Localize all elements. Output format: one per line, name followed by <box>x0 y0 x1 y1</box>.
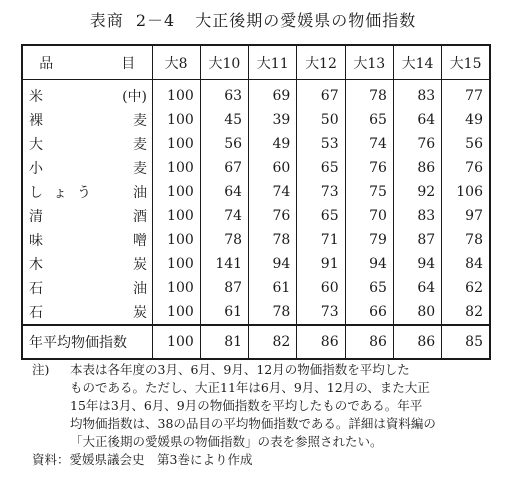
item-name-cell <box>22 156 152 180</box>
index-value-cell: 73 <box>297 180 345 204</box>
index-value-cell: 100 <box>152 300 200 325</box>
title-text: 大正後期の愛媛県の物価指数 <box>195 11 417 30</box>
index-value-cell: 56 <box>442 132 490 156</box>
item-name-part: 味 <box>29 233 43 249</box>
item-name-cell <box>22 252 152 276</box>
index-value-cell: 69 <box>249 80 297 109</box>
index-value-cell: 76 <box>442 156 490 180</box>
index-value-cell: 60 <box>297 276 345 300</box>
index-value-cell: 100 <box>152 156 200 180</box>
title-label: 表商 <box>89 11 124 30</box>
item-name-cell <box>22 180 152 204</box>
index-value-cell: 106 <box>442 180 490 204</box>
index-value-cell: 67 <box>297 80 345 109</box>
year-header: 大10 <box>200 45 248 80</box>
index-value-cell: 75 <box>345 180 393 204</box>
index-value-cell: 87 <box>200 276 248 300</box>
index-value-cell: 45 <box>200 108 248 132</box>
index-value-cell: 76 <box>393 132 441 156</box>
source-line: 資料：愛媛県議会史 第3巻により作成 <box>32 452 253 467</box>
year-header: 大14 <box>393 45 441 80</box>
item-header-char: 目 <box>121 55 136 72</box>
item-name-part: 炭 <box>133 257 147 273</box>
note-line: 均物価指数は、38の品目の平均物価指数である。詳細は資料編の <box>70 416 436 431</box>
index-value-cell: 86 <box>393 156 441 180</box>
index-value-cell: 74 <box>200 204 248 228</box>
table-row <box>22 108 490 132</box>
item-name-part: しょう <box>29 185 101 201</box>
note-line: 15年は3月、6月、9月の物価指数を平均したものである。年平 <box>70 398 423 413</box>
index-value-cell: 39 <box>249 108 297 132</box>
index-value-cell: 67 <box>200 156 248 180</box>
index-value-cell: 92 <box>393 180 441 204</box>
item-name-cell <box>22 300 152 325</box>
index-value-cell: 78 <box>249 228 297 252</box>
index-value-cell: 78 <box>442 228 490 252</box>
index-value-cell: 77 <box>442 80 490 109</box>
item-name-part: 噌 <box>133 233 147 249</box>
item-name-part: 米 <box>29 89 43 105</box>
item-name-part: 麦 <box>133 113 147 129</box>
index-value-cell: 53 <box>297 132 345 156</box>
index-value-cell: 76 <box>345 156 393 180</box>
table-row <box>22 300 490 325</box>
year-header: 大8 <box>152 45 200 80</box>
index-value-cell: 74 <box>345 132 393 156</box>
table-row <box>22 204 490 228</box>
index-value-cell: 64 <box>200 180 248 204</box>
note-block <box>32 361 492 451</box>
index-value-cell: 63 <box>200 80 248 109</box>
index-value-cell: 97 <box>442 204 490 228</box>
index-value-cell: 49 <box>249 132 297 156</box>
item-name-cell <box>22 204 152 228</box>
index-value-cell: 60 <box>249 156 297 180</box>
index-value-cell: 78 <box>345 80 393 109</box>
price-index-table <box>21 44 491 360</box>
index-value-cell: 94 <box>249 252 297 276</box>
index-value-cell: 82 <box>442 300 490 325</box>
index-value-cell: 78 <box>249 300 297 325</box>
item-name-part: 小 <box>29 161 43 177</box>
item-header-char: 品 <box>39 55 54 72</box>
item-name-part: 木 <box>29 257 43 273</box>
index-value-cell: 50 <box>297 108 345 132</box>
note-line: ものである。ただし、大正11年は6月、9月、12月の、また大正 <box>70 380 430 395</box>
index-value-cell: 100 <box>152 132 200 156</box>
index-value-cell: 80 <box>393 300 441 325</box>
index-value-cell: 65 <box>297 156 345 180</box>
index-value-cell: 84 <box>442 252 490 276</box>
index-value-cell: 49 <box>442 108 490 132</box>
index-value-cell: 100 <box>152 252 200 276</box>
title-number: 2－4 <box>135 11 176 30</box>
item-name-part: 清 <box>29 209 43 225</box>
item-name-part: (中) <box>122 89 147 105</box>
index-value-cell: 74 <box>249 180 297 204</box>
index-value-cell: 78 <box>200 228 248 252</box>
year-header: 大15 <box>442 45 490 80</box>
item-name-part: 石 <box>29 281 43 297</box>
index-value-cell: 65 <box>345 276 393 300</box>
average-value: 86 <box>393 325 441 359</box>
average-value: 81 <box>200 325 248 359</box>
average-label: 年平均物価指数 <box>22 325 152 359</box>
item-name-cell <box>22 80 152 109</box>
index-value-cell: 100 <box>152 180 200 204</box>
index-value-cell: 83 <box>393 80 441 109</box>
table-title <box>0 8 506 31</box>
item-name-part: 油 <box>133 281 147 297</box>
note-mark: 注) <box>32 362 50 377</box>
note-line: 「大正後期の愛媛県の物価指数」の表を参照されたい。 <box>70 434 383 449</box>
average-value: 85 <box>442 325 490 359</box>
index-value-cell: 100 <box>152 276 200 300</box>
item-name-part: 麦 <box>133 161 147 177</box>
index-value-cell: 62 <box>442 276 490 300</box>
index-value-cell: 61 <box>249 276 297 300</box>
average-value: 86 <box>297 325 345 359</box>
item-name-cell <box>22 108 152 132</box>
item-column-header <box>22 45 152 80</box>
index-value-cell: 66 <box>345 300 393 325</box>
average-value: 86 <box>345 325 393 359</box>
index-value-cell: 94 <box>393 252 441 276</box>
index-value-cell: 94 <box>345 252 393 276</box>
year-header: 大13 <box>345 45 393 80</box>
index-value-cell: 91 <box>297 252 345 276</box>
item-name-cell <box>22 276 152 300</box>
item-name-part: 大 <box>29 137 43 153</box>
note-text <box>70 361 492 451</box>
index-value-cell: 100 <box>152 108 200 132</box>
table-row <box>22 156 490 180</box>
index-value-cell: 76 <box>249 204 297 228</box>
item-name-part: 麦 <box>133 137 147 153</box>
item-name-cell <box>22 132 152 156</box>
table-row <box>22 252 490 276</box>
index-value-cell: 64 <box>393 276 441 300</box>
index-value-cell: 64 <box>393 108 441 132</box>
item-name-cell <box>22 228 152 252</box>
year-header: 大11 <box>249 45 297 80</box>
index-value-cell: 100 <box>152 228 200 252</box>
year-header: 大12 <box>297 45 345 80</box>
table-row <box>22 276 490 300</box>
table-row <box>22 132 490 156</box>
header-row <box>22 45 490 80</box>
table-row <box>22 228 490 252</box>
average-value: 100 <box>152 325 200 359</box>
notes <box>32 361 492 469</box>
table-row <box>22 180 490 204</box>
index-value-cell: 141 <box>200 252 248 276</box>
index-value-cell: 73 <box>297 300 345 325</box>
index-value-cell: 65 <box>297 204 345 228</box>
index-value-cell: 61 <box>200 300 248 325</box>
index-value-cell: 70 <box>345 204 393 228</box>
index-value-cell: 83 <box>393 204 441 228</box>
index-value-cell: 65 <box>345 108 393 132</box>
item-name-part: 酒 <box>133 209 147 225</box>
index-value-cell: 71 <box>297 228 345 252</box>
note-line: 本表は各年度の3月、6月、9月、12月の物価指数を平均した <box>70 362 410 377</box>
item-name-part: 石 <box>29 305 43 321</box>
item-name-part: 炭 <box>133 305 147 321</box>
average-row <box>22 325 490 359</box>
index-value-cell: 79 <box>345 228 393 252</box>
average-value: 82 <box>249 325 297 359</box>
index-value-cell: 87 <box>393 228 441 252</box>
item-name-part: 油 <box>133 185 147 201</box>
index-value-cell: 56 <box>200 132 248 156</box>
index-value-cell: 100 <box>152 80 200 109</box>
table-row <box>22 80 490 109</box>
item-name-part: 裸 <box>29 113 43 129</box>
index-value-cell: 100 <box>152 204 200 228</box>
